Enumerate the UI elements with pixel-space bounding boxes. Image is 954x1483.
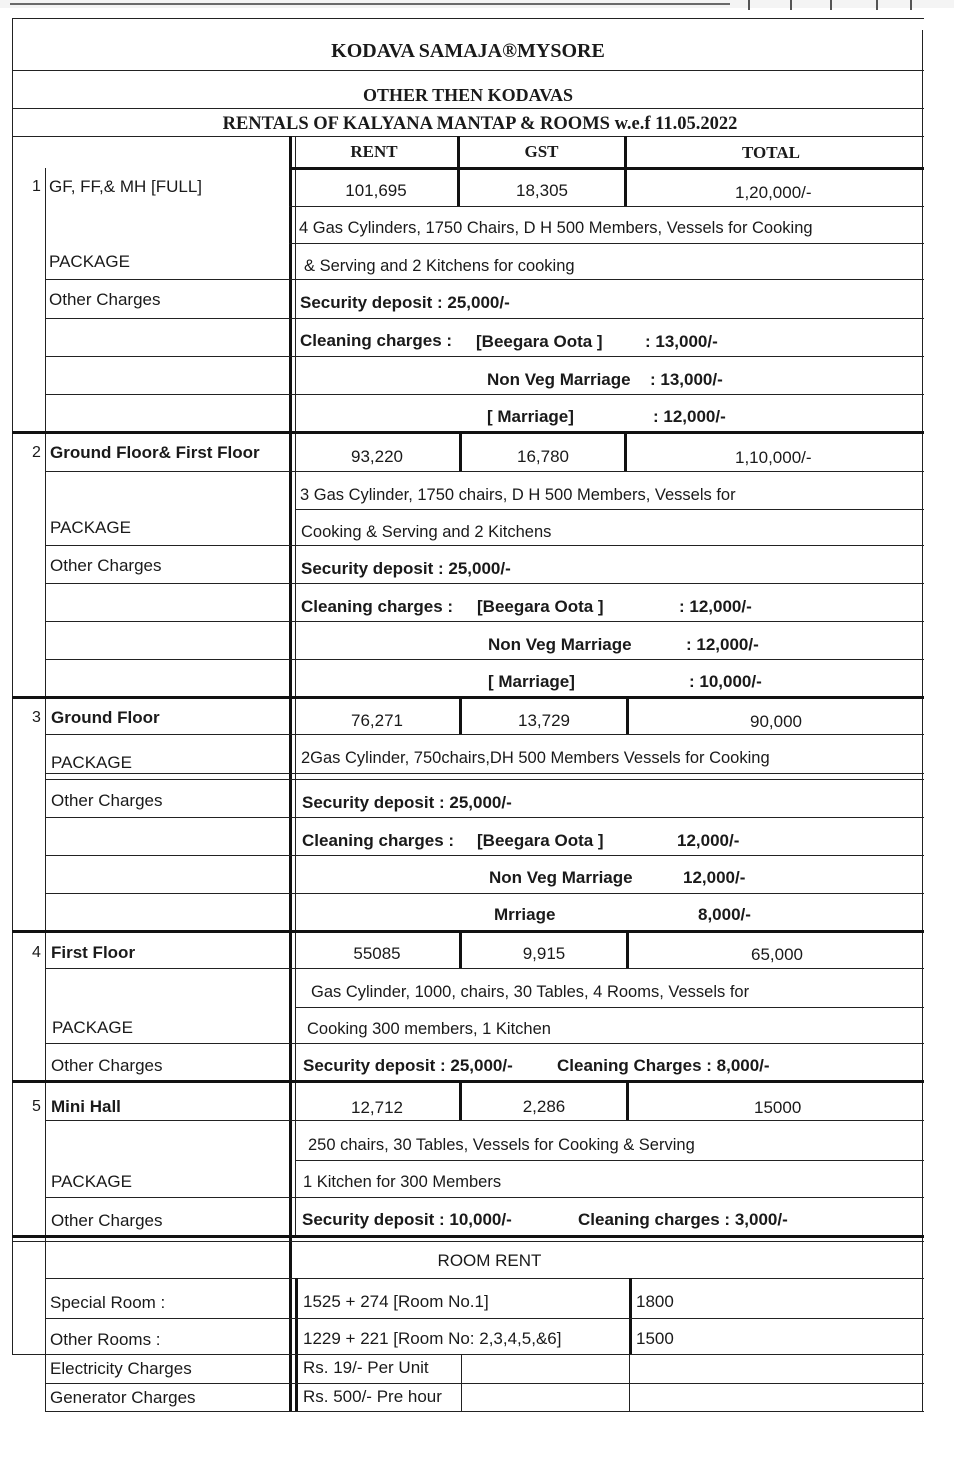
section-name: Ground Floor <box>51 708 160 727</box>
beegara-oota-label: [Beegara Oota ] <box>476 332 603 351</box>
cleaning-charges-label: Cleaning charges : <box>301 597 454 616</box>
scan-edge-mark <box>748 0 750 10</box>
cleaning-charges-label: Cleaning charges : <box>300 331 453 350</box>
section-index: 1 <box>32 178 41 195</box>
gst-value: 9,915 <box>522 944 566 963</box>
security-deposit: Security deposit : 10,000/- <box>302 1210 512 1229</box>
room-detail: Rs. 19/- Per Unit <box>303 1358 429 1377</box>
gst-value: 2,286 <box>522 1097 566 1116</box>
other-charges-label: Other Charges <box>51 1211 163 1230</box>
scan-edge-mark <box>830 0 832 10</box>
total-value: 1,10,000/- <box>735 448 812 467</box>
nonveg-marriage-label: Non Veg Marriage <box>487 370 631 389</box>
beegara-oota-value: : 12,000/- <box>679 597 752 616</box>
rent-value: 93,220 <box>351 447 403 466</box>
package-line-2: Cooking 300 members, 1 Kitchen <box>307 1020 551 1038</box>
security-deposit: Security deposit : 25,000/- <box>301 559 511 578</box>
room-total: 1500 <box>636 1329 674 1348</box>
cleaning-charges: Cleaning charges : 3,000/- <box>578 1210 788 1229</box>
package-label: PACKAGE <box>49 252 130 271</box>
room-detail: Rs. 500/- Pre hour <box>303 1387 442 1406</box>
marriage-label: [ Marriage] <box>488 672 575 691</box>
room-total: 1800 <box>636 1292 674 1311</box>
section-name: Ground Floor& First Floor <box>50 443 260 462</box>
package-label: PACKAGE <box>50 518 131 537</box>
nonveg-marriage-label: Non Veg Marriage <box>489 868 633 887</box>
rent-value: 12,712 <box>351 1098 403 1117</box>
other-charges-label: Other Charges <box>50 556 162 575</box>
column-header-gst: GST <box>524 142 559 161</box>
nonveg-marriage-value: : 13,000/- <box>650 370 723 389</box>
nonveg-marriage-label: Non Veg Marriage <box>488 635 632 654</box>
room-label: Special Room : <box>50 1293 166 1312</box>
package-line-1: 4 Gas Cylinders, 1750 Chairs, D H 500 Members, Vessels for Cooking <box>299 219 813 237</box>
package-line-1: Gas Cylinder, 1000, chairs, 30 Tables, 4 Rooms, Vessels for <box>311 983 750 1001</box>
package-line-2: Cooking & Serving and 2 Kitchens <box>301 523 552 541</box>
security-deposit: Security deposit : 25,000/- <box>302 793 512 812</box>
package-label: PACKAGE <box>51 753 132 772</box>
package-line-2: 1 Kitchen for 300 Members <box>303 1173 502 1191</box>
document-subtitle: OTHER THEN KODAVAS <box>362 85 574 105</box>
section-name: GF, FF,& MH [FULL] <box>49 177 203 196</box>
package-line-1: 250 chairs, 30 Tables, Vessels for Cooking & Serving <box>308 1136 695 1154</box>
section-name: Mini Hall <box>51 1097 121 1116</box>
gst-value: 18,305 <box>516 181 568 200</box>
nonveg-marriage-value: 12,000/- <box>683 868 746 887</box>
section-name: First Floor <box>51 943 136 962</box>
security-deposit: Security deposit : 25,000/- <box>300 293 510 312</box>
marriage-label: Mrriage <box>494 905 556 924</box>
column-header-total: TOTAL <box>742 143 800 162</box>
cleaning-charges: Cleaning Charges : 8,000/- <box>557 1056 770 1075</box>
scan-edge-line <box>10 3 730 5</box>
rent-value: 101,695 <box>345 181 407 200</box>
scan-edge-mark <box>910 0 912 10</box>
beegara-oota-value: 12,000/- <box>677 831 740 850</box>
room-label: Generator Charges <box>50 1388 196 1407</box>
other-charges-label: Other Charges <box>51 1056 163 1075</box>
beegara-oota-value: : 13,000/- <box>645 332 718 351</box>
room-detail: 1229 + 221 [Room No: 2,3,4,5,&6] <box>303 1329 562 1348</box>
room-detail: 1525 + 274 [Room No.1] <box>303 1292 489 1311</box>
total-value: 65,000 <box>751 945 803 964</box>
rent-value: 76,271 <box>351 711 403 730</box>
package-label: PACKAGE <box>51 1172 132 1191</box>
other-charges-label: Other Charges <box>49 290 161 309</box>
beegara-oota-label: [Beegara Oota ] <box>477 597 604 616</box>
total-value: 1,20,000/- <box>735 183 812 202</box>
scan-edge-mark <box>876 0 878 10</box>
gst-value: 13,729 <box>518 711 570 730</box>
gst-value: 16,780 <box>517 447 569 466</box>
column-header-rent: RENT <box>350 142 398 161</box>
other-charges-label: Other Charges <box>51 791 163 810</box>
marriage-value: : 12,000/- <box>653 407 726 426</box>
package-line-1: 2Gas Cylinder, 750chairs,DH 500 Members Vessels for Cooking <box>301 749 770 767</box>
package-line-2: & Serving and 2 Kitchens for cooking <box>304 257 575 275</box>
marriage-value: : 10,000/- <box>689 672 762 691</box>
section-index: 2 <box>32 444 41 461</box>
room-rent-title: ROOM RENT <box>437 1251 542 1270</box>
rent-value: 55085 <box>353 944 401 963</box>
security-deposit: Security deposit : 25,000/- <box>303 1056 513 1075</box>
document-title: KODAVA SAMAJA®MYSORE <box>331 40 605 62</box>
package-label: PACKAGE <box>52 1018 133 1037</box>
nonveg-marriage-value: : 12,000/- <box>686 635 759 654</box>
beegara-oota-label: [Beegara Oota ] <box>477 831 604 850</box>
document-heading: RENTALS OF KALYANA MANTAP & ROOMS w.e.f 11.05.2022 <box>222 114 738 134</box>
room-label: Other Rooms : <box>50 1330 161 1349</box>
total-value: 15000 <box>754 1098 802 1117</box>
marriage-value: 8,000/- <box>698 905 751 924</box>
section-index: 4 <box>32 944 41 961</box>
section-index: 5 <box>32 1098 41 1115</box>
marriage-label: [ Marriage] <box>487 407 574 426</box>
cleaning-charges-label: Cleaning charges : <box>302 831 455 850</box>
scan-edge-mark <box>790 0 792 10</box>
room-label: Electricity Charges <box>50 1359 192 1378</box>
total-value: 90,000 <box>750 712 802 731</box>
section-index: 3 <box>32 709 41 726</box>
package-line-1: 3 Gas Cylinder, 1750 chairs, D H 500 Members, Vessels for <box>300 486 736 504</box>
